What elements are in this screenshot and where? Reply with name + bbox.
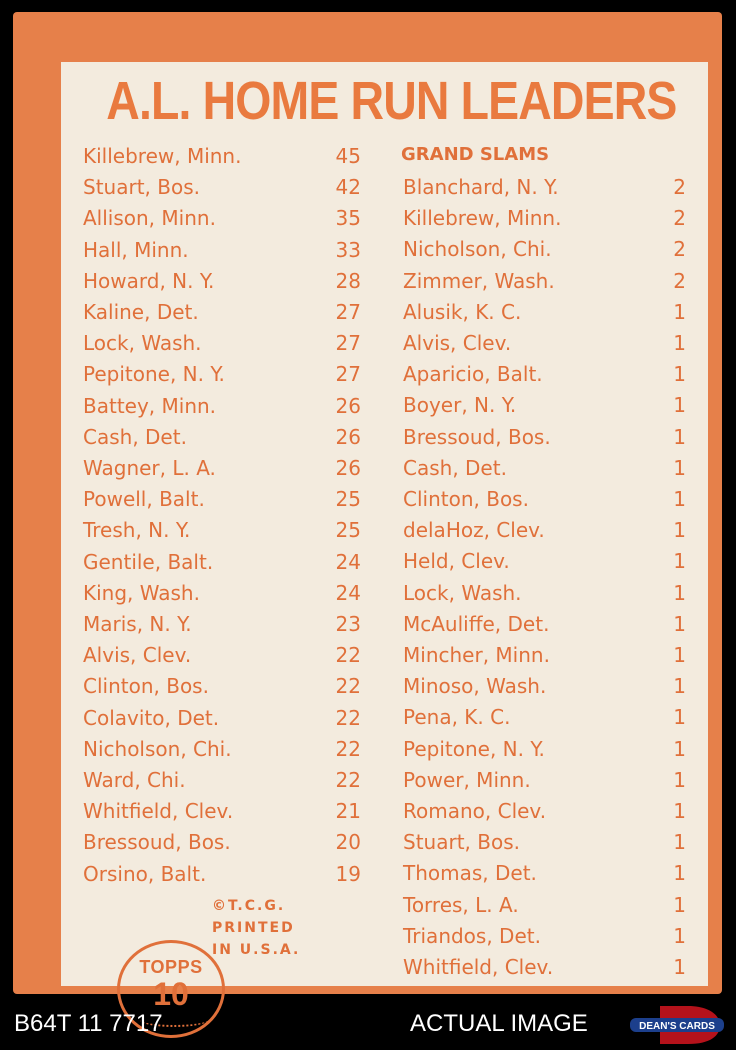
leader-name: Powell, Balt.	[83, 487, 205, 512]
leader-home-runs: 20	[335, 830, 361, 855]
leader-name: Ward, Chi.	[83, 768, 186, 792]
leader-name: Killebrew, Minn.	[83, 144, 242, 168]
grand-slam-count: 1	[673, 611, 686, 636]
grand-slam-count: 1	[673, 424, 686, 449]
leader-name: Pepitone, N. Y.	[83, 362, 225, 387]
grand-slam-name: Stuart, Bos.	[403, 830, 520, 855]
leader-name: Wagner, L. A.	[83, 456, 216, 480]
leader-name: Colavito, Det.	[83, 705, 220, 730]
leader-name: Howard, N. Y.	[83, 268, 215, 293]
grand-slam-name: Nicholson, Chi.	[403, 237, 552, 262]
copyright-line-2: PRINTED	[212, 920, 295, 936]
leader-name: Alvis, Clev.	[83, 643, 192, 668]
leader-home-runs: 22	[335, 674, 361, 699]
grand-slam-count: 1	[673, 955, 686, 979]
grand-slam-name: Cash, Det.	[403, 455, 507, 480]
leader-name: Allison, Minn.	[83, 206, 216, 231]
grand-slam-name: Held, Clev.	[403, 549, 510, 574]
card-number: 10	[153, 976, 189, 1012]
leader-home-runs: 19	[335, 861, 361, 886]
leader-home-runs: 26	[335, 424, 361, 449]
leader-home-runs: 23	[335, 612, 361, 636]
leader-home-runs: 22	[335, 768, 361, 792]
grand-slam-count: 1	[673, 861, 686, 886]
grand-slam-name: Boyer, N. Y.	[403, 393, 517, 418]
card-border	[13, 12, 722, 1012]
leader-home-runs: 22	[335, 643, 361, 668]
leader-home-runs: 27	[335, 331, 361, 356]
leader-name: Stuart, Bos.	[83, 175, 200, 200]
grand-slam-name: Power, Minn.	[403, 767, 531, 792]
leader-name: Lock, Wash.	[83, 331, 202, 356]
grand-slam-count: 2	[673, 268, 686, 293]
grand-slam-name: Bressoud, Bos.	[403, 424, 551, 449]
leader-name: Cash, Det.	[83, 424, 187, 449]
card-back-panel	[61, 62, 708, 1012]
leader-home-runs: 26	[335, 393, 361, 418]
leader-name: Hall, Minn.	[83, 237, 189, 262]
grand-slam-count: 1	[673, 736, 686, 761]
grand-slam-name: Clinton, Bos.	[403, 487, 529, 511]
grand-slam-count: 2	[673, 175, 686, 199]
grand-slam-count: 1	[673, 549, 686, 574]
grand-slam-name: Minoso, Wash.	[403, 674, 547, 699]
grand-slam-count: 2	[673, 237, 686, 262]
leader-name: Tresh, N. Y.	[83, 518, 191, 543]
leader-home-runs: 21	[335, 799, 361, 824]
grand-slam-name: Romano, Clev.	[403, 799, 547, 823]
grand-slam-count: 1	[673, 518, 686, 543]
leader-home-runs: 33	[335, 237, 361, 262]
leader-name: Nicholson, Chi.	[83, 736, 232, 761]
grand-slam-name: Thomas, Det.	[403, 861, 537, 886]
grand-slam-name: Aparicio, Balt.	[403, 362, 543, 387]
grand-slam-count: 1	[673, 331, 686, 355]
leader-name: Whitfield, Clev.	[83, 799, 234, 824]
grand-slam-name: Alvis, Clev.	[403, 331, 512, 355]
inventory-code: B64T 11 7717	[14, 1010, 163, 1037]
leader-home-runs: 22	[335, 705, 361, 730]
leader-home-runs: 35	[335, 206, 361, 231]
leader-name: Orsino, Balt.	[83, 861, 207, 886]
leader-home-runs: 22	[335, 736, 361, 761]
card-title: A.L. HOME RUN LEADERS	[106, 71, 677, 131]
grand-slam-name: Zimmer, Wash.	[403, 268, 555, 293]
grand-slam-name: Alusik, K. C.	[403, 299, 522, 324]
grand-slam-name: McAuliffe, Det.	[403, 611, 550, 636]
leader-name: Bressoud, Bos.	[83, 830, 231, 855]
grand-slam-name: Whitfield, Clev.	[403, 955, 554, 979]
grand-slam-name: Lock, Wash.	[403, 580, 522, 605]
grand-slam-count: 1	[673, 393, 686, 418]
grand-slam-count: 1	[673, 892, 686, 917]
leader-name: Kaline, Det.	[83, 300, 199, 324]
grand-slams-heading: GRAND SLAMS	[401, 144, 550, 165]
grand-slam-count: 1	[673, 830, 686, 855]
copyright-line-1: ©T.C.G.	[212, 898, 286, 914]
leader-name: Gentile, Balt.	[83, 549, 214, 574]
leader-home-runs: 27	[335, 300, 361, 324]
grand-slam-count: 1	[673, 923, 686, 948]
grand-slam-count: 1	[673, 362, 686, 387]
grand-slam-count: 1	[673, 705, 686, 730]
grand-slam-name: Blanchard, N. Y.	[403, 175, 559, 199]
leader-home-runs: 24	[335, 549, 361, 574]
grand-slam-count: 1	[673, 674, 686, 699]
grand-slam-name: Killebrew, Minn.	[403, 206, 562, 231]
leader-home-runs: 25	[335, 487, 361, 512]
grand-slam-count: 1	[673, 299, 686, 324]
copyright-line-3: IN U.S.A.	[212, 942, 301, 958]
grand-slam-name: Mincher, Minn.	[403, 643, 550, 667]
grand-slam-name: Pepitone, N. Y.	[403, 736, 545, 761]
grand-slam-count: 1	[673, 580, 686, 605]
grand-slam-name: Torres, L. A.	[403, 892, 519, 917]
leader-home-runs: 28	[335, 268, 361, 293]
grand-slam-name: Triandos, Det.	[403, 923, 541, 948]
grand-slam-name: delaHoz, Clev.	[403, 518, 545, 543]
grand-slam-name: Pena, K. C.	[403, 705, 511, 730]
leader-home-runs: 26	[335, 456, 361, 480]
leader-home-runs: 27	[335, 362, 361, 387]
leader-name: Clinton, Bos.	[83, 674, 209, 699]
leader-name: Battey, Minn.	[83, 393, 217, 418]
grand-slam-count: 1	[673, 799, 686, 823]
grand-slam-count: 1	[673, 487, 686, 511]
leader-home-runs: 45	[335, 144, 361, 168]
leader-home-runs: 42	[335, 175, 361, 200]
grand-slam-count: 1	[673, 767, 686, 792]
deans-cards-logo[interactable]	[630, 1004, 724, 1046]
leader-name: Maris, N. Y.	[83, 612, 192, 636]
grand-slam-count: 1	[673, 455, 686, 480]
grand-slam-count: 1	[673, 643, 686, 667]
leader-name: King, Wash.	[83, 580, 200, 605]
grand-slam-count: 2	[673, 206, 686, 231]
leader-home-runs: 25	[335, 518, 361, 543]
topps-logo-text: TOPPS	[139, 957, 203, 977]
leader-home-runs: 24	[335, 580, 361, 605]
deans-cards-logo-text: DEAN'S CARDS	[639, 1021, 715, 1032]
actual-image-label: ACTUAL IMAGE	[410, 1010, 588, 1037]
